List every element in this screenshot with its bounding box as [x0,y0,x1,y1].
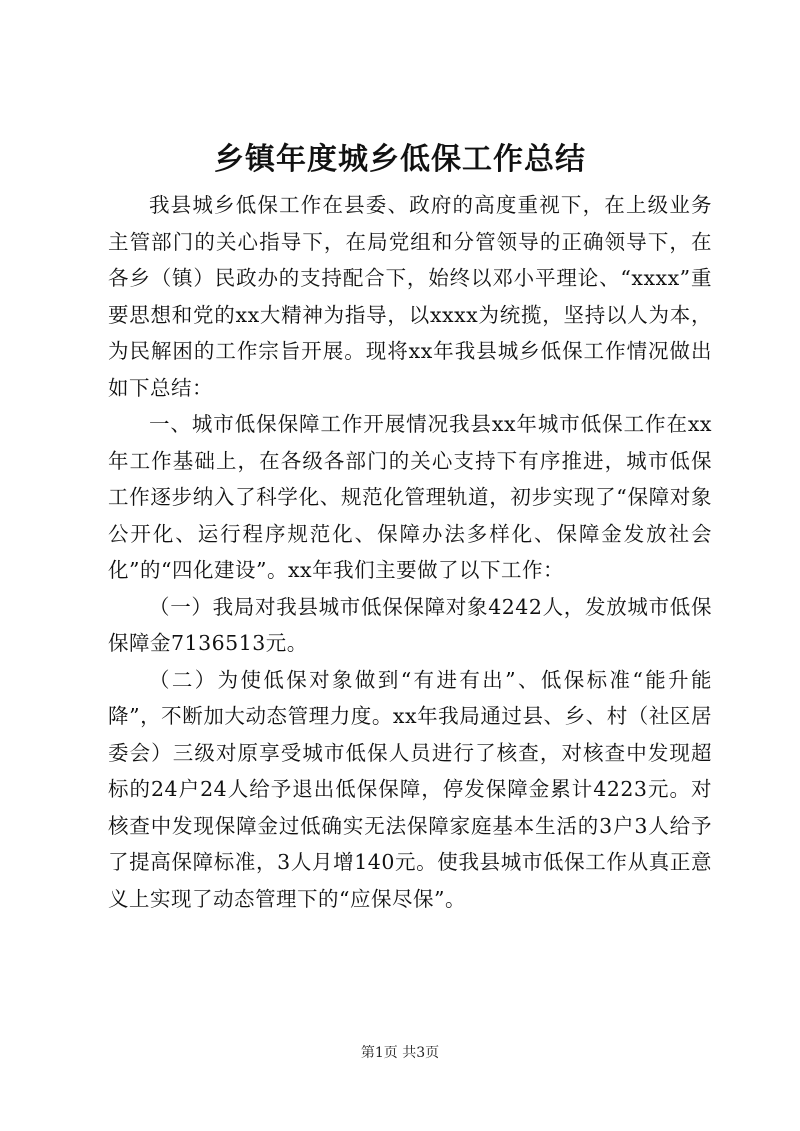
document-title: 乡镇年度城乡低保工作总结 [214,142,586,177]
document-body [108,187,712,917]
paragraph-intro: 我县城乡低保工作在县委、政府的高度重视下，在上级业务主管部门的关心指导下，在局党组和分管领导的正确领导下，在各乡（镇）民政办的支持配合下，始终以邓小平理论、“xxxx”重要思想和党的xx大精神为指导，以xxxx为统揽，坚持以人为本，为民解困的工作宗旨开展。现将xx年我县城乡低保工作情况做出如下总结： [108,193,712,400]
paragraph-item-two: （二）为使低保对象做到“有进有出”、低保标准“能升能降”，不断加大动态管理力度。xx年我局通过县、乡、村（社区居委会）三级对原享受城市低保人员进行了核查，对核查中发现超标的24户24人给予退出低保保障，停发保障金累计4223元。对核查中发现保障金过低确实无法保障家庭基本生活的3户3人给予了提高保障标准，3人月增140元。使我县城市低保工作从真正意义上实现了动态管理下的“应保尽保”。 [108,667,712,911]
paragraph-section-one: 一、城市低保保障工作开展情况我县xx年城市低保工作在xx年工作基础上，在各级各部门的关心支持下有序推进，城市低保工作逐步纳入了科学化、规范化管理轨道，初步实现了“保障对象公开化、运行程序规范化、保障办法多样化、保障金发放社会化”的“四化建设”。xx年我们主要做了以下工作： [108,412,712,582]
page-footer: 第1页 共3页 [360,1045,440,1061]
paragraph-item-one: （一）我局对我县城市低保保障对象4242人，发放城市低保保障金7136513元。 [108,594,712,655]
